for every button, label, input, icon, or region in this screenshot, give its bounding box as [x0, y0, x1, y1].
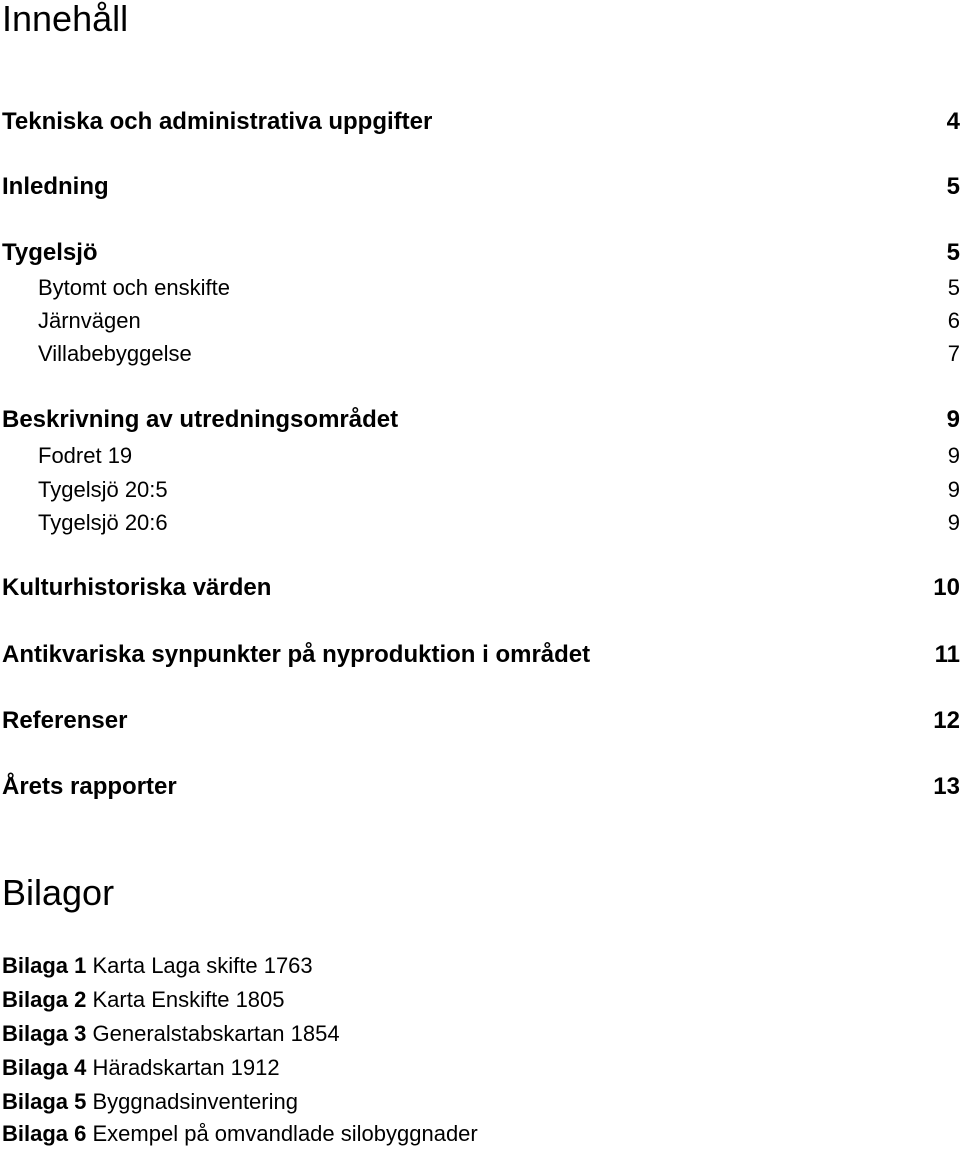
appendix-text: Karta Laga skifte 1763 [92, 953, 313, 978]
appendix-item [2, 1119, 478, 1149]
appendix-label: Bilaga 1 [2, 953, 87, 978]
toc-subentry [0, 441, 960, 471]
appendices-heading: Bilagor [2, 872, 115, 913]
appendix-item [2, 1087, 298, 1117]
appendix-label: Bilaga 2 [2, 987, 87, 1012]
toc-subentry [0, 306, 960, 336]
toc-entry-page: 4 [946, 108, 960, 135]
toc-entry [0, 405, 960, 435]
toc-subentry-page: 7 [947, 341, 960, 366]
toc-subentry-title: Fodret 19 [38, 443, 133, 468]
toc-entry-title: Tygelsjö [2, 239, 98, 266]
toc-subentry-title: Tygelsjö 20:5 [38, 477, 168, 502]
toc-subentry-title: Tygelsjö 20:6 [38, 510, 168, 535]
toc-entry [0, 772, 960, 802]
toc-entry [0, 238, 960, 268]
toc-subentry-page: 6 [947, 308, 960, 333]
appendix-text: Karta Enskifte 1805 [92, 987, 285, 1012]
toc-entry-title: Referenser [2, 707, 128, 734]
toc-subentry-page: 9 [947, 443, 960, 468]
appendix-item [2, 1019, 340, 1049]
toc-subentry-page: 9 [947, 510, 960, 535]
toc-entry-title: Inledning [2, 173, 109, 200]
toc-entry [0, 172, 960, 202]
toc-subentry-page: 5 [947, 275, 960, 300]
toc-entry [0, 706, 960, 736]
toc-entry-page: 10 [933, 574, 960, 601]
toc-entry-title: Kulturhistoriska värden [2, 574, 272, 601]
appendix-text: Exempel på omvandlade silobyggnader [92, 1121, 478, 1146]
toc-subentry [0, 273, 960, 303]
appendix-label: Bilaga 3 [2, 1021, 87, 1046]
toc-entry-title: Årets rapporter [2, 773, 177, 800]
toc-subentry-page: 9 [947, 477, 960, 502]
toc-entry-page: 9 [946, 406, 960, 433]
toc-entry-title: Tekniska och administrativa uppgifter [2, 108, 433, 135]
toc-entry-page: 11 [934, 641, 960, 668]
appendix-label: Bilaga 6 [2, 1121, 87, 1146]
toc-entry-page: 13 [933, 773, 960, 800]
toc-entry-page: 12 [933, 707, 960, 734]
contents-heading: Innehåll [2, 0, 129, 39]
toc-entry [0, 107, 960, 137]
toc-entry [0, 640, 960, 670]
appendix-item [2, 1053, 280, 1083]
toc-subentry-title: Järnvägen [38, 308, 141, 333]
toc-entry-page: 5 [946, 173, 960, 200]
appendix-item [2, 951, 313, 981]
toc-entry-title: Antikvariska synpunkter på nyproduktion i området [2, 641, 591, 668]
appendix-label: Bilaga 5 [2, 1089, 87, 1114]
toc-entry [0, 573, 960, 603]
toc-subentry-title: Bytomt och enskifte [38, 275, 230, 300]
toc-subentry [0, 508, 960, 538]
appendix-text: Byggnadsinventering [92, 1089, 298, 1114]
toc-subentry [0, 475, 960, 505]
appendix-text: Häradskartan 1912 [92, 1055, 280, 1080]
appendix-label: Bilaga 4 [2, 1055, 87, 1080]
appendix-text: Generalstabskartan 1854 [92, 1021, 340, 1046]
appendix-item [2, 985, 285, 1015]
toc-entry-page: 5 [946, 239, 960, 266]
toc-subentry-title: Villabebyggelse [38, 341, 192, 366]
toc-entry-title: Beskrivning av utredningsområdet [2, 406, 399, 433]
toc-subentry [0, 339, 960, 369]
